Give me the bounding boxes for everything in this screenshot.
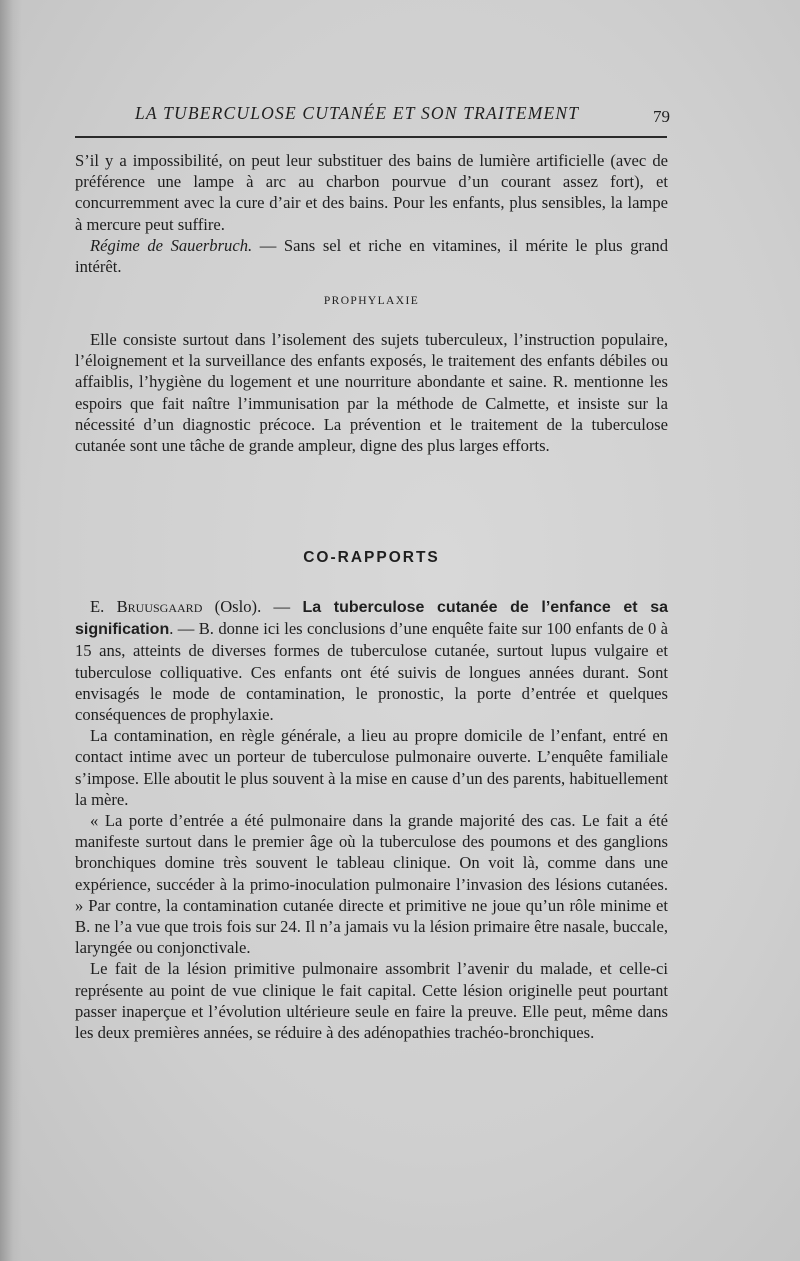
report-summary: . — B. donne ici les conclusions d’une enquête faite sur 100 enfants de 0 à 15 ans, atteints de diverses formes de tuberculose cutanée, surtout lupus vulgaire et tuberculose colliquative. Ces enfants ont été suivis de longues années durant. Sont envisagés le mode de contamination, le pronostic, la porte d’entrée et quelques conséquences de prophylaxie. — [75, 619, 668, 725]
report-title: La tuberculose cutanée de l’enfance et sa signification — [75, 599, 669, 639]
regime-text: — Sans sel et riche en vitamines, il mérite le plus grand intérêt. — [75, 235, 668, 277]
treatment-text-block — [75, 150, 668, 277]
page-number: 79 — [653, 107, 670, 126]
prophylaxie-heading: PROPHYLAXIE — [323, 295, 420, 307]
author-initial: E. — [90, 597, 117, 616]
header-rule — [75, 136, 667, 138]
paragraph-contamination: La contamination, en règle générale, a lieu au propre domicile de l’enfant, entré en contact intime avec un porteur de tuberculose pulmonaire ouverte. L’enquête familiale s’impose. Elle aboutit le plus souvent à la mise en cause d’un des parents, habituellement la mère. — [75, 726, 668, 809]
paragraph-lesion-primitive: Le fait de la lésion primitive pulmonaire assombrit l’avenir du malade, et celle-ci représente au point de vue clinique le fait capital. Cette lésion originelle peut pourtant passer inaperçue et l’évolution ultérieure seule en faire la preuve. Elle peut, même dans les deux premières années, se réduire à des adénopathies trachéo-bronchiques. — [75, 959, 668, 1043]
paragraph-light-baths: S’il y a impossibilité, on peut leur substituer des bains de lumière artificielle (avec de préférence une lampe à arc au charbon pourvue d’un courant assez fort), et concurremment avec la cure d’air et des bains. Pour les enfants, plus sensibles, la lampe à mercure peut suffire. — [75, 151, 668, 234]
prophylaxie-text-block — [75, 329, 668, 456]
paragraph-regime — [75, 235, 668, 277]
corapports-text-block — [75, 596, 668, 1043]
running-title: LA TUBERCULOSE CUTANÉE ET SON TRAITEMENT — [135, 103, 580, 123]
author-place: (Oslo). — — [202, 597, 303, 616]
paragraph-prophylaxie: Elle consiste surtout dans l’isolement des sujets tuberculeux, l’instruction populaire, l’éloignement et la surveillance des enfants exposés, le traitement des enfants débiles ou affaiblis, l’hygiène du logement et une nourriture abondante et saine. R. mentionne les espoirs que fait naître l’immunisation par la méthode de Calmette, et insiste sur la nécessité d’un diagnostic précoce. La prévention et le traitement de la tuberculose cutanée sont une tâche de grande ampleur, digne des plus larges efforts. — [75, 330, 668, 456]
author-name: Bruusgaard — [116, 597, 203, 616]
running-head — [75, 103, 670, 133]
paragraph-bruusgaard — [75, 596, 668, 725]
paragraph-porte-entree: « La porte d’entrée a été pulmonaire dans la grande majorité des cas. Le fait a été manifeste surtout dans le premier âge où la tuberculose des poumons et des ganglions bronchiques domine très souvent le tableau clinique. On voit là, comme dans une expérience, succéder à la primo-inoculation pulmonaire l’invasion des lésions cutanées. » Par contre, la contamination cutanée directe et primitive ne joue qu’un rôle minime et B. ne l’a vue que trois fois sur 24. Il n’a jamais vu la lésion primaire être nasale, buccale, laryngée ou conjonctivale. — [75, 811, 668, 958]
binding-shadow — [0, 0, 22, 1261]
corapports-heading: CO-RAPPORTS — [303, 549, 440, 566]
regime-title: Régime de Sauerbruch. — [90, 235, 253, 255]
